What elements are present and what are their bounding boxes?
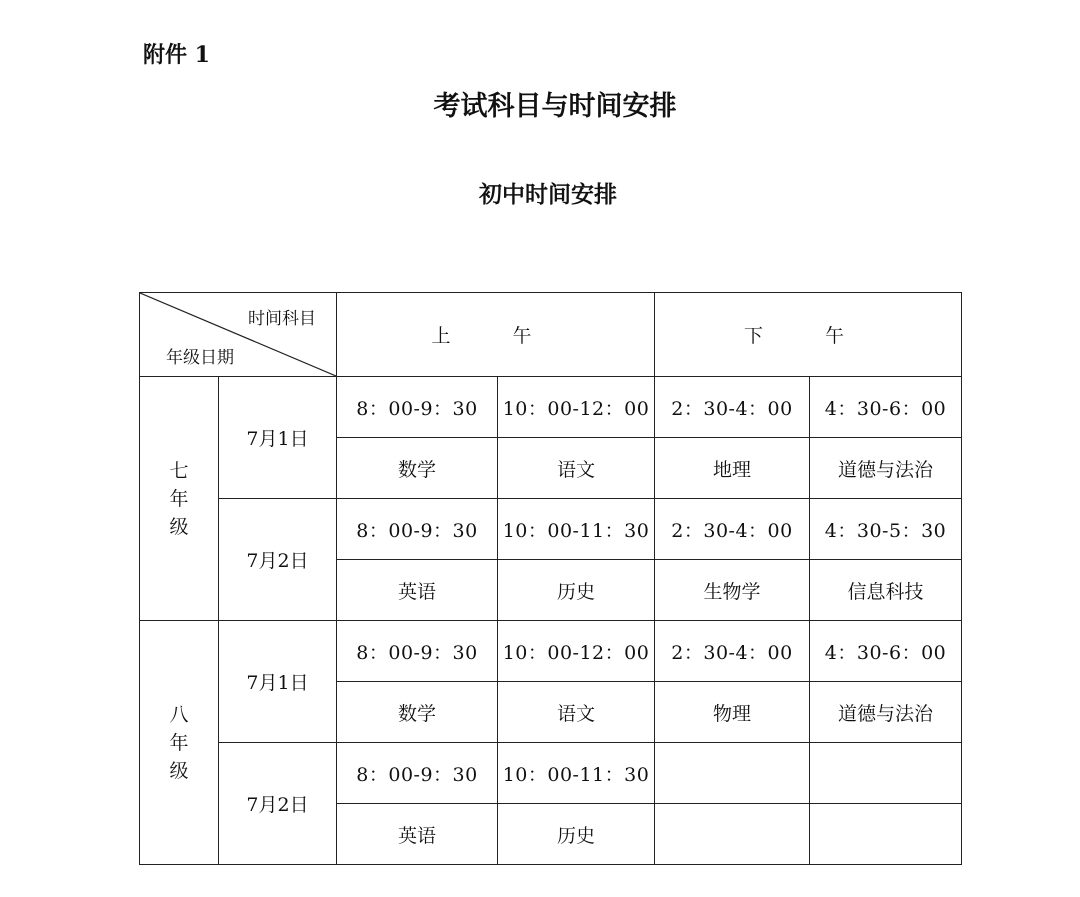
time-cell: 2：30-4：00 bbox=[655, 377, 810, 438]
time-cell: 8：00-9：30 bbox=[337, 621, 498, 682]
time-cell: 4：30-6：00 bbox=[810, 621, 962, 682]
time-cell bbox=[810, 743, 962, 804]
time-cell: 8：00-9：30 bbox=[337, 743, 498, 804]
subject-cell: 历史 bbox=[498, 804, 655, 865]
exam-schedule-table bbox=[139, 292, 962, 865]
attachment-label: 附件 1 bbox=[143, 42, 210, 68]
subject-cell: 数学 bbox=[337, 438, 498, 499]
grade-char: 级 bbox=[169, 515, 189, 538]
subject-cell: 英语 bbox=[337, 804, 498, 865]
table-row bbox=[140, 499, 962, 560]
subject-cell: 地理 bbox=[655, 438, 810, 499]
subject-cell: 语文 bbox=[498, 682, 655, 743]
time-cell: 8：00-9：30 bbox=[337, 499, 498, 560]
subject-cell bbox=[655, 804, 810, 865]
section-subtitle: 初中时间安排 bbox=[479, 181, 617, 208]
date-cell: 7月1日 bbox=[219, 621, 337, 743]
time-cell: 2：30-4：00 bbox=[655, 621, 810, 682]
grade-char: 年 bbox=[169, 731, 189, 754]
grade-char: 八 bbox=[169, 703, 189, 726]
grade-cell bbox=[140, 621, 219, 865]
document-title: 考试科目与时间安排 bbox=[433, 91, 677, 122]
time-cell: 10：00-12：00 bbox=[498, 621, 655, 682]
subject-cell: 道德与法治 bbox=[810, 682, 962, 743]
date-cell: 7月2日 bbox=[219, 499, 337, 621]
subject-cell: 信息科技 bbox=[810, 560, 962, 621]
subject-cell: 语文 bbox=[498, 438, 655, 499]
subject-cell: 道德与法治 bbox=[810, 438, 962, 499]
grade-cell bbox=[140, 377, 219, 621]
time-cell: 10：00-12：00 bbox=[498, 377, 655, 438]
table-row bbox=[140, 377, 962, 438]
corner-label-time-subject: 时间科目 bbox=[248, 309, 316, 329]
time-cell: 4：30-5：30 bbox=[810, 499, 962, 560]
corner-label-grade-date: 年级日期 bbox=[166, 348, 234, 368]
time-cell: 2：30-4：00 bbox=[655, 499, 810, 560]
time-cell: 4：30-6：00 bbox=[810, 377, 962, 438]
header-row bbox=[140, 293, 962, 377]
subject-cell: 历史 bbox=[498, 560, 655, 621]
table-row bbox=[140, 743, 962, 804]
date-cell: 7月2日 bbox=[219, 743, 337, 865]
subject-cell: 英语 bbox=[337, 560, 498, 621]
afternoon-header: 下 午 bbox=[655, 293, 962, 377]
grade-char: 七 bbox=[169, 459, 189, 482]
grade-char: 年 bbox=[169, 487, 189, 510]
table-row bbox=[140, 621, 962, 682]
time-cell bbox=[655, 743, 810, 804]
time-cell: 8：00-9：30 bbox=[337, 377, 498, 438]
morning-header: 上 午 bbox=[337, 293, 655, 377]
time-cell: 10：00-11：30 bbox=[498, 499, 655, 560]
grade-char: 级 bbox=[169, 759, 189, 782]
date-cell: 7月1日 bbox=[219, 377, 337, 499]
subject-cell: 物理 bbox=[655, 682, 810, 743]
time-cell: 10：00-11：30 bbox=[498, 743, 655, 804]
subject-cell: 生物学 bbox=[655, 560, 810, 621]
corner-cell bbox=[140, 293, 337, 377]
subject-cell: 数学 bbox=[337, 682, 498, 743]
subject-cell bbox=[810, 804, 962, 865]
